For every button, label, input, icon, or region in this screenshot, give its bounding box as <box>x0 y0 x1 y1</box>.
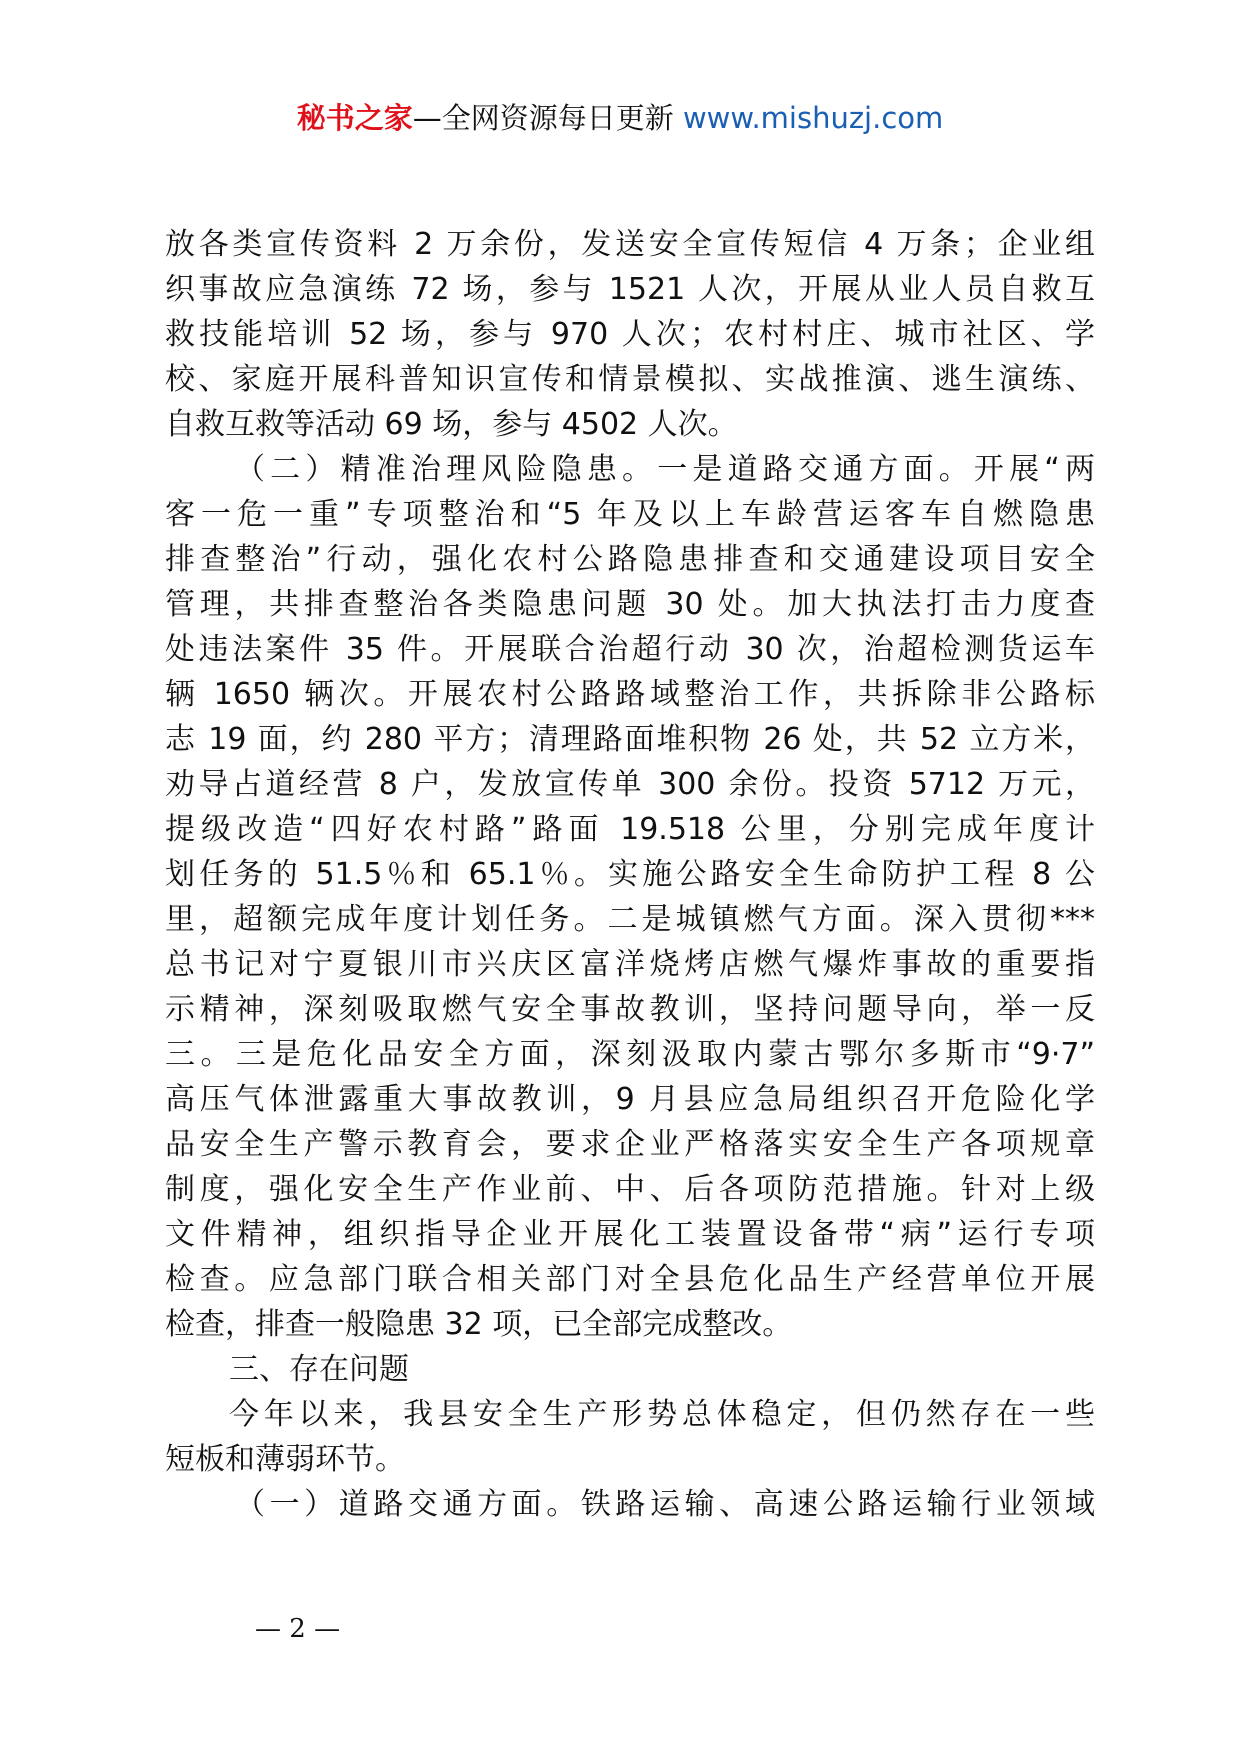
text-line: 处违法案件 35 件。开展联合治超行动 30 次，治超检测货运车 <box>165 632 1095 667</box>
page-number: — 2 — <box>255 1614 341 1644</box>
text-line: 检查，排查一般隐患 32 项，已全部完成整改。 <box>165 1307 793 1342</box>
text-line: 划任务的 51.5％和 65.1％。实施公路安全生命防护工程 8 公 <box>165 857 1095 892</box>
text-line: 客一危一重”专项整治和“5 年及以上车龄营运客车自燃隐患 <box>165 497 1095 532</box>
site-slogan: —全网资源每日更新 <box>412 101 674 135</box>
text-line: 自救互救等活动 69 场，参与 4502 人次。 <box>165 407 738 442</box>
text-line: 救技能培训 52 场，参与 970 人次；农村村庄、城市社区、学 <box>165 317 1095 352</box>
text-line: （一）道路交通方面。铁路运输、高速公路运输行业领域 <box>235 1487 1095 1522</box>
text-line: 志 19 面，约 280 平方；清理路面堆积物 26 处，共 52 立方米， <box>165 722 1095 757</box>
site-header <box>0 98 1240 138</box>
site-brand: 秘书之家 <box>296 101 413 135</box>
text-line: 辆 1650 辆次。开展农村公路路域整治工作，共拆除非公路标 <box>165 677 1095 712</box>
text-line: 示精神，深刻吸取燃气安全事故教训，坚持问题导向，举一反 <box>165 992 1095 1027</box>
document-body <box>165 222 1095 1527</box>
text-line: 制度，强化安全生产作业前、中、后各项防范措施。针对上级 <box>165 1172 1095 1207</box>
text-line: 短板和薄弱环节。 <box>165 1442 405 1477</box>
text-line: 里，超额完成年度计划任务。二是城镇燃气方面。深入贯彻*** <box>165 902 1095 937</box>
text-line: 校、家庭开展科普知识宣传和情景模拟、实战推演、逃生演练、 <box>165 362 1095 397</box>
text-line: 文件精神，组织指导企业开展化工装置设备带“病”运行专项 <box>165 1217 1095 1252</box>
text-line: 三。三是危化品安全方面，深刻汲取内蒙古鄂尔多斯市“9·7” <box>165 1037 1095 1072</box>
text-line: 劝导占道经营 8 户，发放宣传单 300 余份。投资 5712 万元， <box>165 767 1095 802</box>
section-heading: 三、存在问题 <box>229 1352 409 1387</box>
text-line: 高压气体泄露重大事故教训，9 月县应急局组织召开危险化学 <box>165 1082 1095 1117</box>
text-line: 织事故应急演练 72 场，参与 1521 人次，开展从业人员自救互 <box>165 272 1095 307</box>
text-line: 提级改造“四好农村路”路面 19.518 公里，分别完成年度计 <box>165 812 1095 847</box>
text-line: （二）精准治理风险隐患。一是道路交通方面。开展“两 <box>235 452 1095 487</box>
text-line: 管理，共排查整治各类隐患问题 30 处。加大执法打击力度查 <box>165 587 1095 622</box>
text-line: 排查整治”行动，强化农村公路隐患排查和交通建设项目安全 <box>165 542 1095 577</box>
site-url-link[interactable]: www.mishuzj.com <box>682 101 944 135</box>
text-line: 放各类宣传资料 2 万余份，发送安全宣传短信 4 万条；企业组 <box>165 227 1095 262</box>
text-line: 今年以来，我县安全生产形势总体稳定，但仍然存在一些 <box>229 1397 1095 1432</box>
text-line: 品安全生产警示教育会，要求企业严格落实安全生产各项规章 <box>165 1127 1095 1162</box>
text-line: 检查。应急部门联合相关部门对全县危化品生产经营单位开展 <box>165 1262 1095 1297</box>
text-line: 总书记对宁夏银川市兴庆区富洋烧烤店燃气爆炸事故的重要指 <box>165 947 1095 982</box>
